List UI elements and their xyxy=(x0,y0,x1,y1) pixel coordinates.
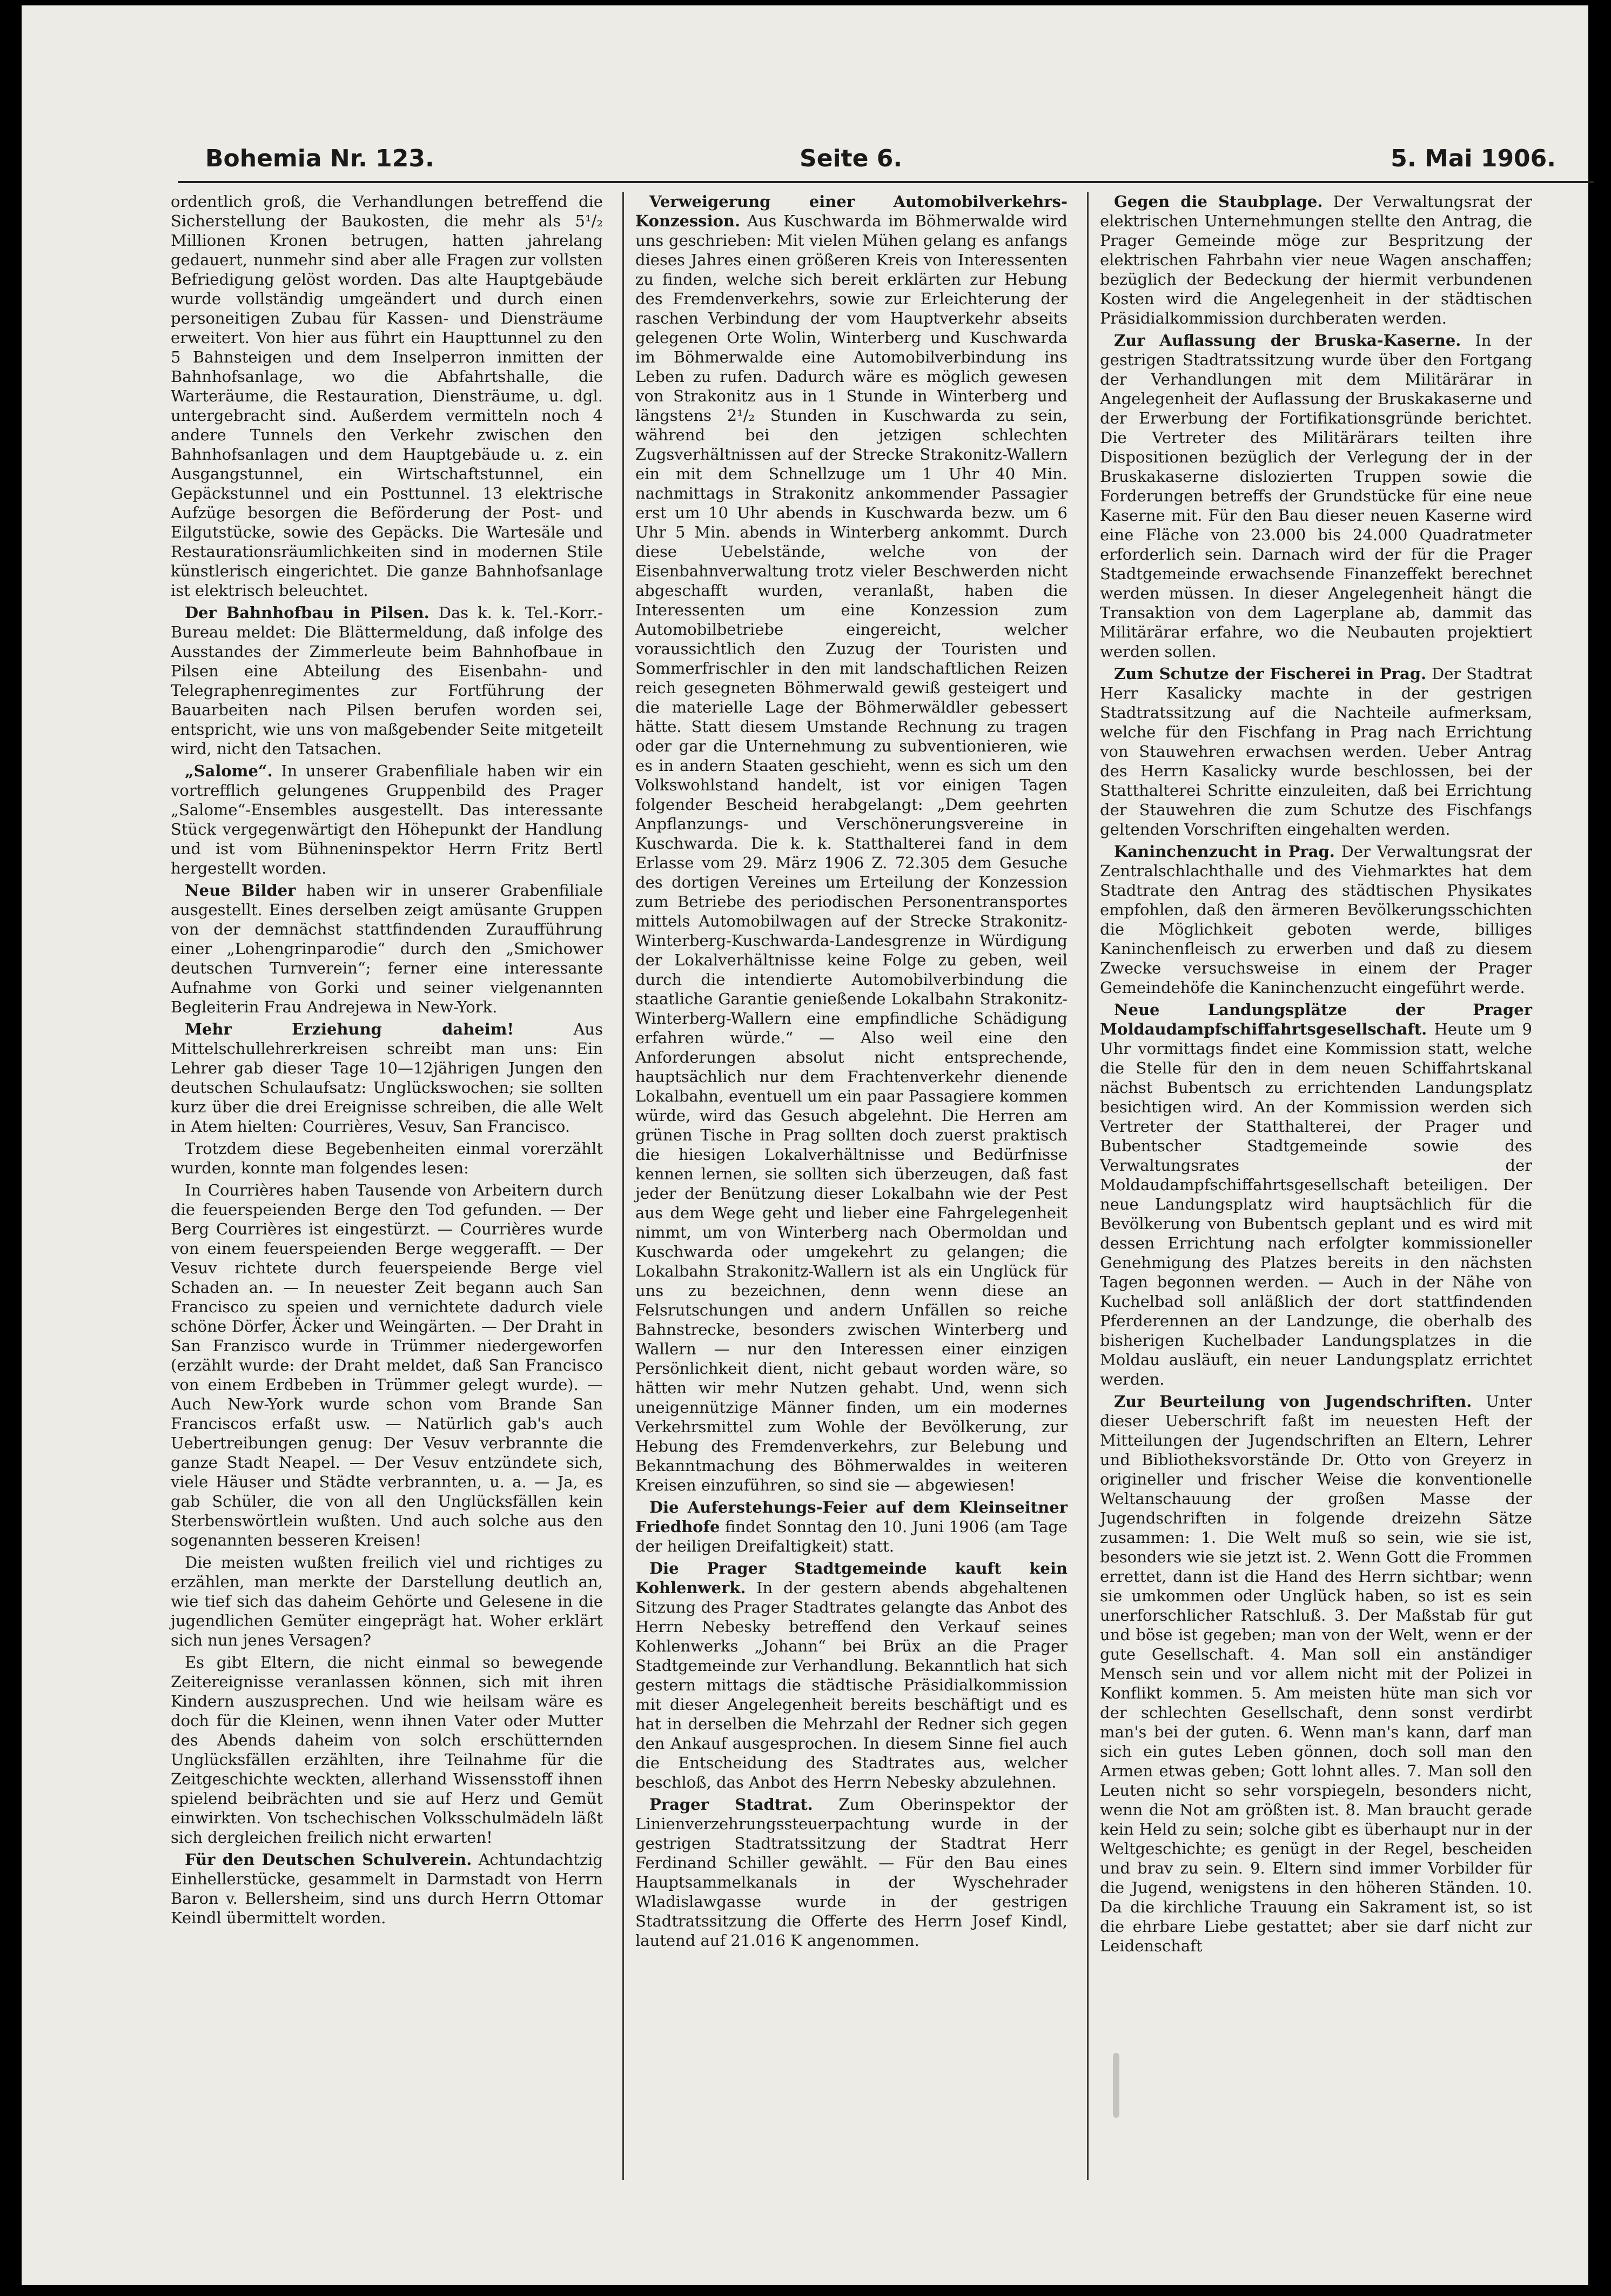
article-body: In unserer Grabenfiliale haben wir ein vortrefflich gelungenes Gruppenbild des Prager „Salome“-Ensembles ausgestellt. Das interessante Stück vergegenwärtigt den Höhepunkt der Handlung und ist vom Bühneninspektor Herrn Fritz Bertl hergestellt worden. xyxy=(171,762,603,877)
article-body: Das k. k. Tel.-Korr.-Bureau meldet: Die Blättermeldung, daß infolge des Ausstandes der Zimmerleute beim Bahnhofbaue in Pilsen eine Abteilung des Eisenbahn- und Telegraphenregimentes zur Fortführung der Bauarbeiten nach Pilsen berufen worden sei, entspricht, wie uns von maßgebender Seite mitgeteilt wird, nicht den Tatsachen. xyxy=(171,603,603,758)
article-jugendschriften xyxy=(1100,1392,1532,1956)
article-body: Unter dieser Ueberschrift faßt im neuesten Heft der Mitteilungen der Jugendschriften an Eltern, Lehrer und Bibliotheksvorstände Dr. Otto von Greyerz in origineller und frischer Weise die konventionelle Weltanschauung der großen Masse der Jugendschriften in folgende dreizehn Sätze zusammen: 1. Die Welt muß so sein, wie sie ist, besonders wie sie jetzt ist. 2. Wenn Gott die Frommen errettet, dann ist die Hand des Herrn sichtbar; wenn sie umkommen oder Unglück haben, so ist es sein unerforschlicher Ratschluß. 3. Der Maßstab für gut und böse ist gegeben; man von der Welt, wenn er der gute Gesellschaft. 4. Man soll ein anständiger Mensch sein und vor allem nicht mit der Polizei in Konflikt kommen. 5. Am meisten hüte man sich vor der schlechten Gesellschaft, denn sonst verdirbt man's bei der guten. 6. Wenn man's kann, darf man sich ein gutes Leben gönnen, doch soll man den Armen etwas geben; Gott lohnt alles. 7. Man soll den Leuten nicht so sehr vorspiegeln, besonders nicht, wenn die Not am größten ist. 8. Man braucht gerade kein Held zu sein; solche gibt es überhaupt nur in der Weltgeschichte; es genügt in der Regel, bescheiden und brav zu sein. 9. Eltern sind immer Vorbilder für die Jugend, wenigstens in den höheren Ständen. 10. Da die kirchliche Trauung ein Sakrament ist, so ist die ehrbare Liebe gestattet; aber sie darf nicht zur Leidenschaft xyxy=(1100,1392,1533,1955)
article-body: ordentlich groß, die Verhandlungen betreffend die Sicherstellung der Baukosten, die mehr als 5¹/₂ Millionen Kronen betrugen, hatten jahrelang gedauert, nunmehr sind aber alle Fragen zur vollsten Befriedigung gelöst worden. Das alte Hauptgebäude wurde vollständig umgeändert und durch einen personeitigen Zubau für Kassen- und Diensträume erweitert. Von hier aus führt ein Haupttunnel zu den 5 Bahnsteigen und dem Inselperron inmitten der Bahnhofsanlage, wo die Abfahrtshalle, die Warteräume, die Restauration, Diensträume, u. dgl. untergebracht sind. Außerdem vermitteln noch 4 andere Tunnels den Verkehr zwischen den Bahnhofsanlagen und dem Hauptgebäude u. z. ein Ausgangstunnel, ein Wirtschaftstunnel, ein Gepäckstunnel und ein Posttunnel. 13 elektrische Aufzüge besorgen die Beförderung der Post- und Eilgutstücke, sowie des Gepäcks. Die Wartesäle und Restaurationsräumlichkeiten sind in modernen Stile künstlerisch eingerichtet. Die ganze Bahnhofsanlage ist elektrisch beleuchtet. xyxy=(171,192,603,600)
article-paragraph: Die meisten wußten freilich viel und richtiges zu erzählen, man merkte der Darstellung deutlich an, wie tief sich das daheim Gehörte und Gelesene in die jugendlichen Gemüter eingeprägt hat. Woher erklärt sich nun jenes Versagen? xyxy=(171,1553,603,1649)
article-paragraph: Trotzdem diese Begebenheiten einmal vorerzählt wurden, konnte man folgendes lesen: xyxy=(171,1139,603,1177)
article-headline: Zur Beurteilung von Jugendschriften. xyxy=(1114,1392,1472,1411)
article-body: findet Sonntag den 10. Juni 1906 (am Tage der heiligen Dreifaltigkeit) statt. xyxy=(635,1518,1068,1555)
article-body: Der Verwaltungsrat der Zentralschlachthalle und des Viehmarktes hat dem Stadtrate den Antrag des städtischen Physikates empfohlen, daß den ärmeren Bevölkerungsschichten die Möglichkeit geboten werde, billiges Kaninchenfleisch zu erwerben und daß zu diesem Zwecke versuchsweise in einem der Prager Gemeindehöfe die Kaninchenzucht eingeführt werde. xyxy=(1100,842,1532,997)
article-neue-bilder xyxy=(171,881,603,1017)
column-left xyxy=(171,192,603,1930)
article-paragraph: In Courrières haben Tausende von Arbeitern durch die feuerspeienden Berge den Tod gefunden. — Der Berg Courrières ist eingestürzt. — Courrières wurde von einem feuerspeienden Berge weggerafft. — Der Vesuv richtete durch feuerspeiende Berge viel Schaden an. — In neuester Zeit begann auch San Francisco zu speien und vernichtete dadurch viele schöne Dörfer, Äcker und Weingärten. — Der Draht in San Franzisco wurde in Trümmer niedergeworfen (erzählt wurde: der Draht meldet, daß San Francisco von einem Erdbeben in Trümmer gelegt wurde). — Auch New-York wurde schon vom Brande San Franciscos erfaßt usw. — Natürlich gab's auch Uebertreibungen genug: Der Vesuv verbrannte die ganze Stadt Neapel. — Der Vesuv entzündete sich, viele Häuser und Städte verbrannten, u. a. — Ja, es gab Schüler, die von all den Unglücksfällen kein Sterbenswörtlein wußten. Und auch solche aus den sogenannten besseren Kreisen! xyxy=(171,1181,603,1549)
article-body: haben wir in unserer Grabenfiliale ausgestellt. Eines derselben zeigt amüsante Gruppen von der demnächst stattfindenden Zuraufführung einer „Lohengrinparodie“ durch den „Smichower deutschen Turnverein“; ferner eine interessante Aufnahme von Gorki und seiner vielgenannten Begleiterin Frau Andrejewa in New-York. xyxy=(171,881,603,1016)
article-paragraph: Es gibt Eltern, die nicht einmal so bewegende Zeitereignisse veranlassen können, sich mit ihren Kindern auszusprechen. Und wie heilsam wäre es doch für die Kleinen, wenn ihnen Vater oder Mutter des Abends daheim von solch erschütternden Unglücksfällen erzählten, ihre Teilnahme für die Zeitgeschichte weckten, allerhand Wissensstoff ihnen spielend beibrächten und sie auf Herz und Gemüt einwirkten. Von tschechischen Volksschulmädeln läßt sich dergleichen freilich nicht erwarten! xyxy=(171,1653,603,1847)
article-auferstehung xyxy=(635,1498,1068,1556)
article-staubplage xyxy=(1100,192,1532,328)
column-divider xyxy=(622,192,624,2180)
masthead-issue: Bohemia Nr. 123. xyxy=(205,145,434,172)
article-body: Der Verwaltungsrat der elektrischen Unternehmungen stellte den Antrag, die Prager Gemeinde möge zur Bespritzung der elektrischen Fahrbahn vier neue Wagen anschaffen; bezüglich der Bedeckung der hiermit verbundenen Kosten wird die Angelegenheit in der städtischen Präsidialkommission durchberaten werden. xyxy=(1100,192,1532,327)
column-middle xyxy=(635,192,1068,1953)
article-headline: Verweigerung einer Automobilverkehrs-Konzession. xyxy=(635,192,1068,230)
issue-date: 5. Mai 1906. xyxy=(1391,145,1556,172)
article-headline: Die Prager Stadtgemeinde kauft kein Kohlenwerk. xyxy=(635,1559,1068,1597)
article-headline: „Salome“. xyxy=(185,762,273,780)
page-header xyxy=(205,145,1556,177)
page-number: Seite 6. xyxy=(800,145,903,172)
article-headline: Der Bahnhofbau in Pilsen. xyxy=(185,603,429,622)
article-headline: Mehr Erziehung daheim! xyxy=(185,1020,514,1038)
article-fischerei xyxy=(1100,664,1532,839)
article-body: In der gestrigen Stadtratssitzung wurde über den Fortgang der Verhandlungen mit dem Militärärar in Angelegenheit der Auflassung der Bruskakaserne und der Erwerbung der Fortifikationsgründe berichtet. Die Vertreter des Militärärars teilten ihre Dispositionen bezüglich der Verlegung der in der Bruskakaserne dislozierten Truppen sowie die Forderungen betreffs der Grundstücke für eine neue Kaserne mit. Für den Bau dieser neuen Kaserne wird eine Fläche von 23.000 bis 24.000 Quadratmeter erforderlich sein. Darnach wird der für die Prager Stadtgemeinde erwachsende Finanzeffekt berechnet werden müssen. In dieser Angelegenheit hängt die Transaktion von dem Lagerplane ab, dammit das Militärärar erfahre, wo die Neubauten projektiert werden sollen. xyxy=(1100,331,1532,661)
article-body: Heute um 9 Uhr vormittags findet eine Kommission statt, welche die Stelle für den in dem neuen Schiffahrtskanal nächst Bubentsch zu errichtenden Landungsplatz besichtigen wird. An der Kommission werden sich Vertreter der Statthalterei, der Prager und Bubentscher Stadtgemeinde sowie des Verwaltungsrates der Moldaudampfschiffahrtsgesellschaft beteiligen. Der neue Landungsplatz wird hauptsächlich für die Bevölkerung von Bubentsch geplant und es wird mit dessen Errichtung nach erfolgter kommissioneller Genehmigung des Platzes bereits in den nächsten Tagen begonnen werden. — Auch in der Nähe von Kuchelbad soll anläßlich der dort stattfindenden Pferderennen an der Landzunge, die oberhalb des bisherigen Kuchelbader Landungsplatzes in die Moldau ausläuft, ein neuer Landungsplatz errichtet werden. xyxy=(1100,1020,1532,1388)
article-continuation xyxy=(171,192,603,600)
article-body: In der gestern abends abgehaltenen Sitzung des Prager Stadtrates gelangte das Anbot des Herrn Nebesky betreffend den Verkauf seines Kohlenwerks „Johann“ bei Brüx an die Prager Stadtgemeinde zur Verhandlung. Bekanntlich hat sich gestern mittags die städtische Präsidialkommission mit dieser Angelegenheit bereits beschäftigt und es hat in derselben die Mehrzahl der Redner sich gegen den Ankauf ausgesprochen. In diesem Sinne fiel auch die Entscheidung des Stadtrates aus, welcher beschloß, das Anbot des Herrn Nebesky abzulehnen. xyxy=(635,1579,1068,1791)
article-body: Achtundachtzig Einhellerstücke, gesammelt in Darmstadt von Herrn Baron v. Bellersheim, sind uns durch Herrn Ottomar Keindl übermittelt worden. xyxy=(171,1850,603,1927)
article-headline: Für den Deutschen Schulverein. xyxy=(185,1850,472,1869)
paper-fold-mark xyxy=(1113,2053,1119,2118)
article-body: Zum Oberinspektor der Linienverzehrungssteuerpachtung wurde in der gestrigen Stadtratssitzung der Stadtrat Herr Ferdinand Schiller gewählt. — Für den Bau eines Hauptsammelkanals in der Wyschehrader Wladislawgasse wurde in der gestrigen Stadtratssitzung die Offerte des Herrn Josef Kindl, lautend auf 21.016 K angenommen. xyxy=(635,1795,1068,1950)
article-kaninchenzucht xyxy=(1100,842,1532,997)
article-salome xyxy=(171,761,603,878)
article-headline: Zum Schutze der Fischerei in Prag. xyxy=(1114,664,1427,683)
article-headline: Neue Bilder xyxy=(185,881,296,899)
column-divider xyxy=(1087,192,1089,2180)
article-headline: Zur Auflassung der Bruska-Kaserne. xyxy=(1114,331,1461,350)
article-stadtrat xyxy=(635,1795,1068,1950)
column-right xyxy=(1100,192,1532,1958)
article-landungsplaetze xyxy=(1100,1000,1532,1389)
article-schulverein xyxy=(171,1850,603,1928)
article-headline: Neue Landungsplätze der Prager Moldaudampfschiffahrtsgesellschaft. xyxy=(1100,1001,1532,1038)
article-headline: Prager Stadtrat. xyxy=(649,1795,813,1814)
article-bruskakaserne xyxy=(1100,331,1532,661)
article-erziehung xyxy=(171,1019,603,1136)
article-automobil xyxy=(635,192,1068,1495)
article-headline: Gegen die Staubplage. xyxy=(1114,192,1323,211)
article-body: Aus Kuschwarda im Böhmerwalde wird uns geschrieben: Mit vielen Mühen gelang es anfangs dieses Jahres einen größeren Kreis von Interessenten zu finden, welche sich bereit erklärten zur Hebung des Fremdenverkehrs, sowie zur Erleichterung der raschen Verbindung der vom Hauptverkehr abseits gelegenen Orte Wolin, Winterberg und Kuschwarda im Böhmerwalde eine Automobilverbindung ins Leben zu rufen. Dadurch wäre es möglich gewesen von Strakonitz aus in 1 Stunde in Winterberg und längstens 2¹/₂ Stunden in Kuschwarda zu sein, während bei den jetzigen schlechten Zugsverhältnissen auf der Strecke Strakonitz-Wallern ein mit dem Schnellzuge um 1 Uhr 40 Min. nachmittags in Strakonitz ankommender Passagier erst um 10 Uhr abends in Kuschwarda bezw. um 6 Uhr 5 Min. abends in Winterberg ankommt. Durch diese Uebelstände, welche von der Eisenbahnverwaltung trotz vieler Beschwerden nicht abgeschafft wurden, veranlaßt, haben die Interessenten um eine Konzession zum Automobilbetriebe eingereicht, welcher voraussichtlich den Zuzug der Touristen und Sommerfrischler in den mit landschaftlichen Reizen reich gesegneten Böhmerwald gewiß gesteigert und die materielle Lage der Böhmerwäldler gebessert hätte. Statt diesem Umstande Rechnung zu tragen oder gar die Unternehmung zu subventionieren, wie es in andern Staaten geschieht, wenn es sich um den Volkswohlstand handelt, ist vor einigen Tagen folgender Bescheid herabgelangt: „Dem geehrten Anpflanzungs- und Verschönerungsvereine in Kuschwarda. Die k. k. Statthalterei fand in dem Erlasse vom 29. März 1906 Z. 72.305 dem Gesuche des dortigen Vereines um Erteilung der Konzession zum Betriebe des periodischen Personentransportes mittels Automobilwagen auf der Strecke Strakonitz-Winterberg-Kuschwarda-Landesgrenze in Würdigung der Lokalverhältnisse keine Folge zu geben, weil durch die intendierte Automobilverbindung die staatliche Garantie genießende Lokalbahn Strakonitz-Winterberg-Wallern eine empfindliche Schädigung erfahren würde.“ — Also weil eine den Anforderungen absolut nicht entsprechende, hauptsächlich nur dem Frachtenverkehr dienende Lokalbahn, eventuell um ein paar Passagiere kommen würde, wird das Gesuch abgelehnt. Die Herren am grünen Tische in Prag sollten doch zuerst praktisch die hiesigen Lokalverhältnisse und Bedürfnisse kennen lernen, sie sollten sich überzeugen, daß fast jeder der Benützung dieser Lokalbahn wie der Pest aus dem Wege geht und lieber eine Fahrgelegenheit nimmt, um von Winterberg nach Obermoldan und Kuschwarda oder umgekehrt zu gelangen; die Lokalbahn Strakonitz-Wallern ist als ein Unglück für uns zu bezeichnen, denn wenn diese an Felsrutschungen und andern Unfällen so reiche Bahnstrecke, besonders zwischen Winterberg und Wallern — nur den Interessen einer einzigen Persönlichkeit dient, nicht gebaut worden wäre, so hätten wir mehr Nutzen gehabt. Und, wenn sich uneigennützige Männer finden, um ein modernes Verkehrsmittel zum Wohle der Bevölkerung, zur Hebung des Fremdenverkehrs, zur Belebung und Bekanntmachung des Böhmerwaldes in weiteren Kreisen einzuführen, so sind sie — abgewiesen! xyxy=(635,212,1068,1494)
article-headline: Die Auferstehungs-Feier auf dem Kleinseitner Friedhofe xyxy=(635,1498,1068,1536)
article-body: Der Stadtrat Herr Kasalicky machte in der gestrigen Stadtratssitzung auf die Nachteile aufmerksam, welche für den Fischfang in Prag nach Errichtung von Stauwehren erwachsen werden. Ueber Antrag des Herrn Kasalicky wurde beschlossen, bei der Statthalterei Schritte einzuleiten, daß bei Errichtung der Stauwehren die zum Schutze des Fischfangs geltenden Vorschriften eingehalten werden. xyxy=(1100,664,1533,838)
header-rule xyxy=(178,181,1594,183)
article-kohlenwerk xyxy=(635,1559,1068,1792)
article-bahnhofbau xyxy=(171,603,603,758)
article-headline: Kaninchenzucht in Prag. xyxy=(1114,842,1335,861)
article-body: Aus Mittelschullehrerkreisen schreibt man uns: Ein Lehrer gab dieser Tage 10—12jährigen Jungen den deutschen Schulaufsatz: Unglückswochen; sie sollten kurz über die drei Ereignisse schreiben, die alle Welt in Atem hielten: Courrières, Vesuv, San Francisco. xyxy=(171,1020,603,1136)
